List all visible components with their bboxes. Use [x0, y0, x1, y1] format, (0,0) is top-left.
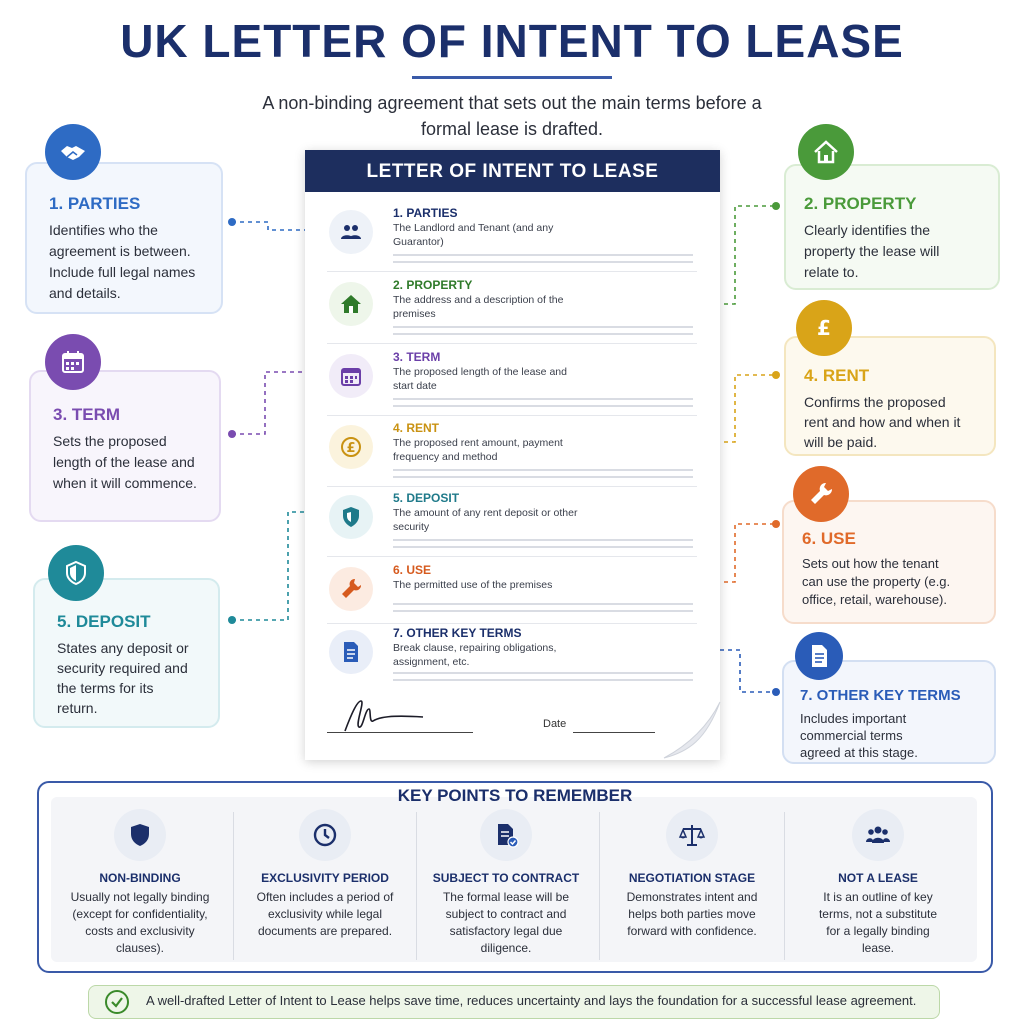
row-divider [327, 271, 697, 272]
card-term [29, 370, 221, 522]
key-point-title: NOT A LEASE [838, 871, 918, 885]
placeholder-line [393, 679, 693, 681]
doc-row-parties [327, 206, 697, 278]
doc-row-other-key-terms [327, 626, 697, 698]
document-check-icon [480, 809, 532, 861]
key-point-divider [784, 812, 785, 960]
document-header: LETTER OF INTENT TO LEASE [305, 150, 720, 192]
signature-line [327, 732, 473, 733]
document-icon [329, 630, 373, 674]
date-line [573, 732, 655, 733]
doc-row-title: 4. RENT [393, 421, 440, 435]
wrench-icon [793, 466, 849, 522]
key-point-non-binding [50, 805, 230, 957]
card-deposit-desc: States any deposit or security required and the terms for its return. [57, 640, 189, 716]
key-point-desc: It is an outline of key terms, not a substitute for a legally binding lease. [818, 890, 938, 955]
doc-row-desc: The amount of any rent deposit or other security [393, 507, 578, 533]
card-use-title: 6. USE [802, 529, 856, 548]
signature [335, 695, 475, 735]
key-point-divider [233, 812, 234, 960]
doc-row-title: 2. PROPERTY [393, 278, 473, 292]
card-other-desc: Includes important commercial terms agreed at this stage. [800, 711, 918, 760]
calendar-icon [329, 354, 373, 398]
page-title: UK LETTER OF INTENT TO LEASE [120, 15, 904, 67]
pound-icon [329, 425, 373, 469]
key-point-desc: Usually not legally binding (except for confidentiality, costs and exclusivity clauses). [70, 890, 210, 955]
card-use-desc: Sets out how the tenant can use the property (e.g. office, retail, warehouse). [802, 556, 951, 607]
doc-row-desc: The proposed rent amount, payment frequency and method [393, 437, 563, 463]
check-circle-icon [104, 989, 130, 1015]
svg-text:£: £ [817, 316, 831, 340]
page-subtitle: A non-binding agreement that sets out the main terms before a formal lease is drafted. [262, 93, 762, 139]
date-label: Date [543, 718, 567, 730]
row-divider [327, 623, 697, 624]
key-point-exclusivity [235, 805, 415, 940]
key-point-desc: The formal lease will be subject to contract and satisfactory legal due diligence. [442, 890, 570, 955]
placeholder-line [393, 405, 693, 407]
pound-icon [796, 300, 852, 356]
placeholder-line [393, 610, 693, 612]
doc-row-deposit [327, 491, 697, 563]
placeholder-line [393, 546, 693, 548]
shield-icon [48, 545, 104, 601]
wrench-icon [329, 567, 373, 611]
key-points-title: KEY POINTS TO REMEMBER [397, 786, 633, 805]
handshake-icon [45, 124, 101, 180]
doc-row-desc: The proposed length of the lease and start date [393, 366, 567, 392]
placeholder-line [393, 476, 693, 478]
doc-row-desc: The permitted use of the premises [393, 579, 553, 591]
card-rent-desc: Confirms the proposed rent and how and when it will be paid. [804, 394, 961, 450]
page-curl [660, 700, 722, 762]
doc-row-desc: Break clause, repairing obligations, assignment, etc. [393, 642, 557, 668]
card-property-desc: Clearly identifies the property the lease will relate to. [804, 222, 940, 280]
doc-row-title: 1. PARTIES [393, 206, 458, 220]
people-icon [852, 809, 904, 861]
calendar-icon [45, 334, 101, 390]
card-parties-desc: Identifies who the agreement is between. Include full legal names and details. [49, 222, 196, 301]
people-icon [329, 210, 373, 254]
doc-row-desc: The Landlord and Tenant (and any Guarantor) [393, 222, 554, 248]
key-point-title: SUBJECT TO CONTRACT [432, 871, 580, 885]
key-point-title: EXCLUSIVITY PERIOD [261, 871, 389, 885]
row-divider [327, 343, 697, 344]
key-point-title: NEGOTIATION STAGE [628, 871, 756, 885]
house-icon [329, 282, 373, 326]
placeholder-line [393, 539, 693, 541]
placeholder-line [393, 672, 693, 674]
card-deposit [33, 578, 220, 728]
card-parties [25, 162, 223, 314]
house-icon [798, 124, 854, 180]
doc-row-desc: The address and a description of the premises [393, 294, 564, 320]
placeholder-line [393, 261, 693, 263]
row-divider [327, 486, 697, 487]
doc-row-property [327, 278, 697, 350]
card-other-title: 7. OTHER KEY TERMS [800, 687, 961, 704]
placeholder-line [393, 469, 693, 471]
key-point-subject-to-contract [416, 805, 596, 957]
doc-row-use [327, 563, 697, 635]
doc-row-title: 7. OTHER KEY TERMS [393, 626, 522, 640]
placeholder-line [393, 254, 693, 256]
key-point-divider [599, 812, 600, 960]
placeholder-line [393, 333, 693, 335]
key-point-desc: Often includes a period of exclusivity while legal documents are prepared. [256, 890, 394, 938]
row-divider [327, 415, 697, 416]
key-point-title: NON-BINDING [99, 871, 181, 885]
doc-row-title: 5. DEPOSIT [393, 491, 460, 505]
key-point-desc: Demonstrates intent and helps both parties move forward with confidence. [626, 890, 758, 938]
doc-row-title: 3. TERM [393, 350, 441, 364]
footer-text: A well-drafted Letter of Intent to Lease helps save time, reduces uncertainty and lays the foundation for a successful lease agreement. [146, 993, 917, 1008]
card-rent-title: 4. RENT [804, 366, 870, 385]
doc-row-term [327, 350, 697, 422]
key-point-negotiation-stage [602, 805, 782, 940]
scales-icon [666, 809, 718, 861]
doc-row-rent [327, 421, 697, 493]
row-divider [327, 556, 697, 557]
placeholder-line [393, 603, 693, 605]
doc-row-title: 6. USE [393, 563, 432, 577]
card-term-title: 3. TERM [53, 405, 121, 424]
card-deposit-title: 5. DEPOSIT [57, 612, 151, 631]
letter-document [305, 150, 720, 760]
card-parties-title: 1. PARTIES [49, 194, 141, 213]
clock-icon [299, 809, 351, 861]
shield-icon [329, 495, 373, 539]
key-point-not-a-lease [788, 805, 968, 957]
card-property [784, 164, 1000, 290]
card-property-title: 2. PROPERTY [804, 194, 917, 213]
shield-icon [114, 809, 166, 861]
placeholder-line [393, 326, 693, 328]
document-icon [795, 632, 843, 680]
placeholder-line [393, 398, 693, 400]
svg-text:£: £ [346, 441, 356, 456]
card-term-desc: Sets the proposed length of the lease and when it will commence. [53, 433, 197, 491]
